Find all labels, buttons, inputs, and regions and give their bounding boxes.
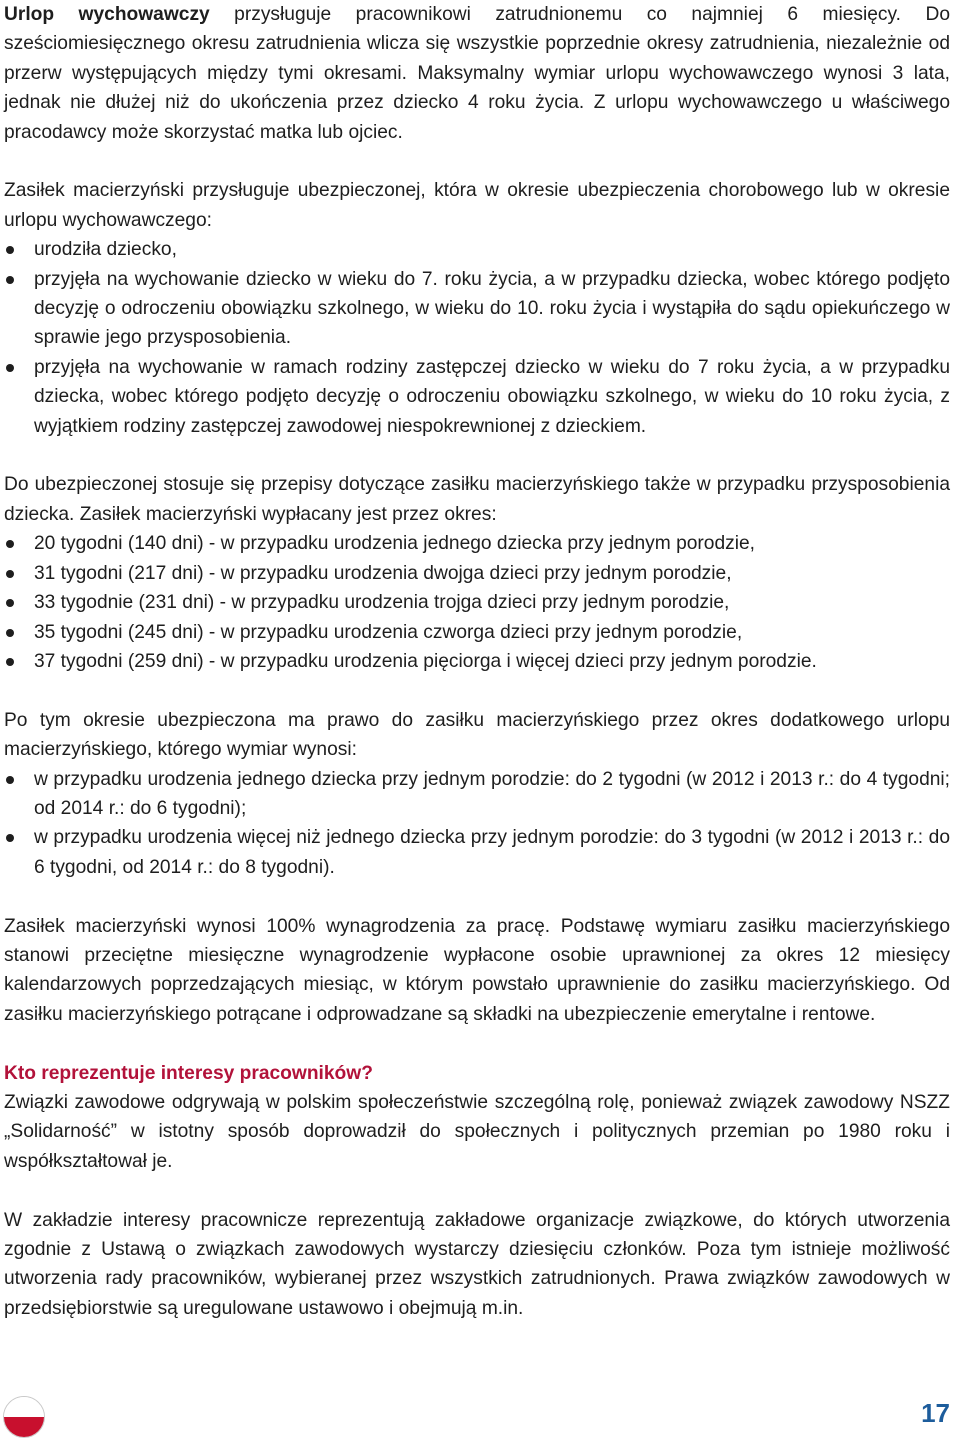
list-item-text: 20 tygodni (140 dni) - w przypadku urodzenia jednego dziecka przy jednym porodzie, bbox=[34, 533, 756, 555]
bullet-icon bbox=[6, 658, 14, 666]
bullet-icon bbox=[6, 276, 14, 284]
paragraph-okres-zasilku: Do ubezpieczonej stosuje się przepisy dotyczące zasiłku macierzyńskiego także w przypadku przysposobienia dziecka. Zasiłek macierzyński wypłacany jest przez okres: bbox=[4, 474, 950, 525]
list-item-text: 31 tygodni (217 dni) - w przypadku urodzenia dwojga dzieci przy jednym porodzie, bbox=[34, 562, 732, 584]
list-item-text: w przypadku urodzenia więcej niż jednego dziecka przy jednym porodzie: do 3 tygodni (w 2012 i 2013 r.: do 6 tygodni, od 2014 r.: do 8 tygodni). bbox=[34, 827, 950, 878]
bullet-list-eligibility bbox=[4, 235, 950, 441]
bullet-icon bbox=[6, 629, 14, 637]
list-item-text: w przypadku urodzenia jednego dziecka przy jednym porodzie: do 2 tygodni (w 2012 i 2013 r.: do 4 tygodni; od 2014 r.: do 6 tygodni); bbox=[34, 768, 950, 819]
paragraph-text: przysługuje pracownikowi zatrudnionemu co najmniej 6 miesięcy. Do sześciomiesięcznego okresu zatrudnienia wlicza się wszystkie poprzednie okresy zatrudnienia, niezależnie od przerw występujących między tymi okresami. Maksymalny wymiar urlopu wychowawczego wynosi 3 lata, jednak nie dłużej niż do ukończenia przez dziecko 4 roku życia. Z urlopu wychowawczego u właściwego pracodawcy może skorzystać matka lub ojciec. bbox=[4, 4, 950, 143]
list-item bbox=[4, 588, 950, 617]
lead-term: Urlop wychowawczy bbox=[4, 4, 210, 25]
paragraph-zasilek-intro: Zasiłek macierzyński przysługuje ubezpieczonej, która w okresie ubezpieczenia chorobowego lub w okresie urlopu wychowawczego: bbox=[4, 180, 950, 231]
section-heading: Kto reprezentuje interesy pracowników? bbox=[4, 1062, 373, 1084]
paragraph-wysokosc-zasilku: Zasiłek macierzyński wynosi 100% wynagrodzenia za pracę. Podstawę wymiaru zasiłku macierzyńskiego stanowi przeciętne miesięczne wynagrodzenie wypłacone osobie uprawnionej za okres 12 miesięcy kalendarzowych poprzedzających miesiąc, w którym powstało uprawnienie do zasiłku macierzyńskiego. Od zasiłku macierzyńskiego potrącane i odprowadzane są składki na ubezpieczenie emerytalne i rentowe. bbox=[4, 915, 950, 1025]
bullet-list-periods bbox=[4, 529, 950, 676]
list-item bbox=[4, 618, 950, 647]
bullet-icon bbox=[6, 834, 14, 842]
list-item-text: urodziła dziecko, bbox=[34, 239, 177, 261]
list-item-text: 37 tygodni (259 dni) - w przypadku urodzenia pięciorga i więcej dzieci przy jednym porodzie. bbox=[34, 650, 817, 672]
list-item bbox=[4, 353, 950, 441]
list-item-text: 33 tygodnie (231 dni) - w przypadku urodzenia trojga dzieci przy jednym porodzie, bbox=[34, 592, 730, 614]
list-item bbox=[4, 235, 950, 264]
list-item bbox=[4, 265, 950, 353]
poland-flag-icon bbox=[3, 1396, 45, 1438]
list-item-text: przyjęła na wychowanie dziecko w wieku do 7. roku życia, a w przypadku dziecka, wobec którego podjęto decyzję o odroczeniu obowiązku szkolnego, w wieku do 10. roku życia i wystąpiła do sądu opiekuńczego w sprawie jego przysposobienia. bbox=[34, 268, 950, 349]
list-item-text: przyjęła na wychowanie w ramach rodziny zastępczej dziecko w wieku do 7 roku życia, a w przypadku dziecka, wobec którego podjęto decyzję o odroczeniu obowiązku szkolnego, w wieku do 10 roku życia, z wyjątkiem rodziny zastępczej zawodowej niespokrewnionej z dzieckiem. bbox=[34, 356, 950, 437]
list-item bbox=[4, 529, 950, 558]
list-item bbox=[4, 765, 950, 824]
document-page bbox=[4, 0, 950, 1323]
paragraph-urlop-wychowawczy bbox=[4, 0, 950, 147]
list-item bbox=[4, 559, 950, 588]
bullet-icon bbox=[6, 776, 14, 784]
bullet-icon bbox=[6, 246, 14, 254]
bullet-icon bbox=[6, 570, 14, 578]
bullet-icon bbox=[6, 540, 14, 548]
page-number: 17 bbox=[921, 1398, 950, 1428]
paragraph-dodatkowy-urlop: Po tym okresie ubezpieczona ma prawo do zasiłku macierzyńskiego przez okres dodatkowego urlopu macierzyńskiego, którego wymiar wynosi: bbox=[4, 709, 950, 761]
bullet-icon bbox=[6, 599, 14, 607]
paragraph-zwiazki-zawodowe: Związki zawodowe odgrywają w polskim społeczeństwie szczególną rolę, ponieważ związek zawodowy NSZZ „Solidarność” w istotny sposób doprowadził do społecznych i politycznych przemian po 1980 roku i współkształtował je. bbox=[4, 1091, 950, 1172]
paragraph-reprezentacja: W zakładzie interesy pracownicze reprezentują zakładowe organizacje związkowe, do których utworzenia zgodnie z Ustawą o związkach zawodowych wystarczy dziesięciu członków. Poza tym istnieje możliwość utworzenia rady pracowników, wybieranej przez wszystkich zatrudnionych. Prawa związków zawodowych w przedsiębiorstwie są uregulowane ustawowo i obejmują m.in. bbox=[4, 1209, 950, 1319]
bullet-list-additional-leave bbox=[4, 765, 950, 883]
list-item-text: 35 tygodni (245 dni) - w przypadku urodzenia czworga dzieci przy jednym porodzie, bbox=[34, 621, 743, 643]
list-item bbox=[4, 823, 950, 882]
list-item bbox=[4, 647, 950, 676]
bullet-icon bbox=[6, 364, 14, 372]
